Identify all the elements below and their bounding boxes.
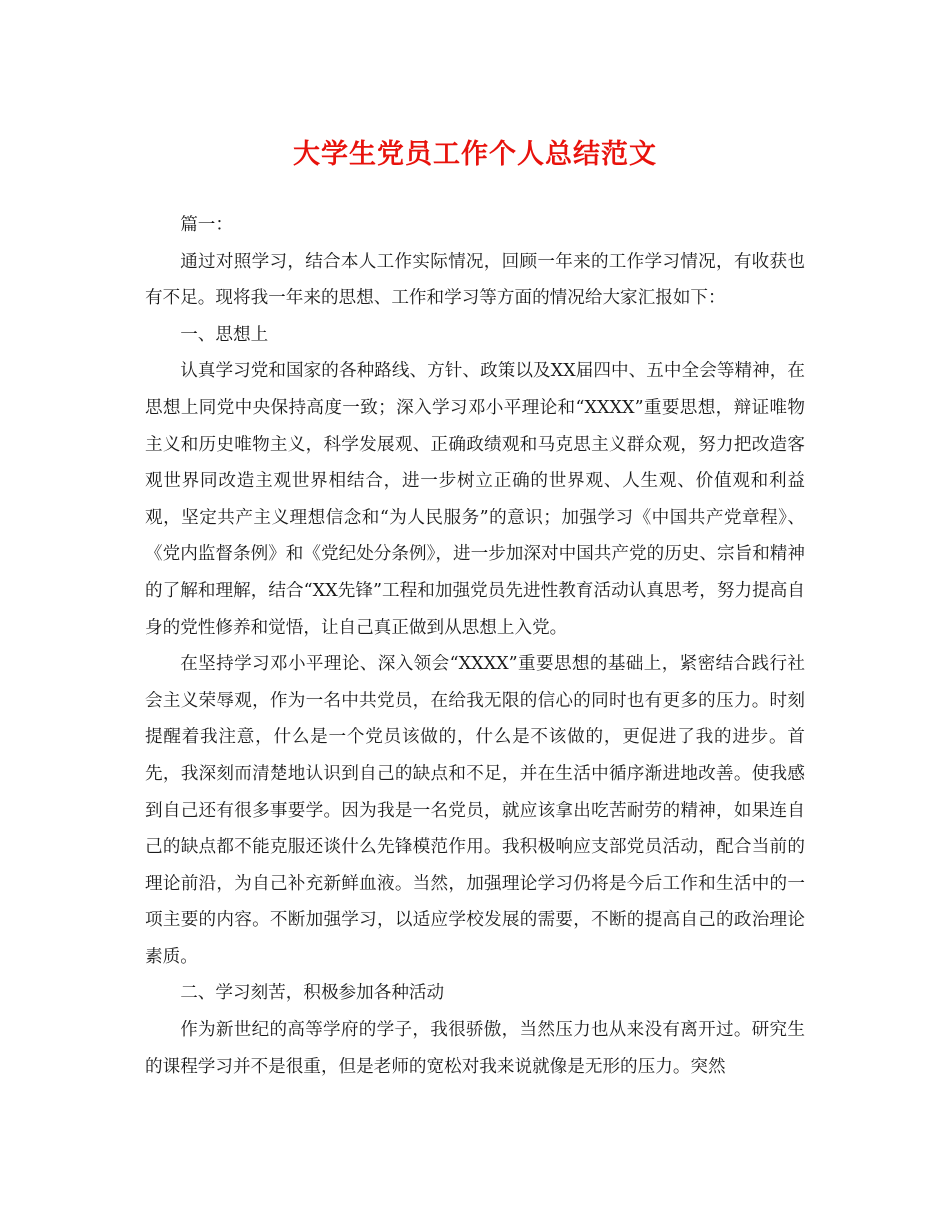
section-heading-thought: 一、思想上 [180,324,269,345]
document-body [145,207,805,1085]
section-heading-study-activities: 二、学习刻苦，积极参加各种活动 [180,983,445,1004]
paragraph-study-pressure: 作为新世纪的高等学府的学子，我很骄傲，当然压力也从来没有离开过。研究生的课程学习并不是很重，但是老师的宽松对我来说就像是无形的压力。突然 [145,1020,805,1077]
document-title: 大学生党员工作个人总结范文 [293,139,657,170]
paragraph-thought-study: 认真学习党和国家的各种路线、方针、政策以及XX届四中、五中全会等精神，在思想上同党中央保持高度一致；深入学习邓小平理论和“XXXX”重要思想，辩证唯物主义和历史唯物主义，科学发展观、正确政绩观和马克思主义群众观，努力把改造客观世界同改造主观世界相结合，进一步树立正确的世界观、人生观、价值观和利益观，坚定共产主义理想信念和“为人民服务”的意识；加强学习《中国共产党章程》、《党内监督条例》和《党纪处分条例》，进一步加深对中国共产党的历史、宗旨和精神的了解和理解，结合“XX先锋”工程和加强党员先进性教育活动认真思考，努力提高自身的党性修养和觉悟，让自己真正做到从思想上入党。 [145,361,805,638]
paragraph-theory-practice: 在坚持学习邓小平理论、深入领会“XXXX”重要思想的基础上，紧密结合践行社会主义荣辱观，作为一名中共党员，在给我无限的信心的同时也有更多的压力。时刻提醒着我注意，什么是一个党员该做的，什么是不该做的，更促进了我的进步。首先，我深刻而清楚地认识到自己的缺点和不足，并在生活中循序渐进地改善。使我感到自己还有很多事要学。因为我是一名党员，就应该拿出吃苦耐劳的精神，如果连自己的缺点都不能克服还谈什么先锋模范作用。我积极响应支部党员活动，配合当前的理论前沿，为自己补充新鲜血液。当然，加强理论学习仍将是今后工作和生活中的一项主要的内容。不断加强学习，以适应学校发展的需要，不断的提高自己的政治理论素质。 [145,654,805,967]
paragraph-intro-label: 篇一： [180,215,233,235]
paragraph-overview: 通过对照学习，结合本人工作实际情况，回顾一年来的工作学习情况，有收获也有不足。现将我一年来的思想、工作和学习等方面的情况给大家汇报如下： [145,251,805,309]
